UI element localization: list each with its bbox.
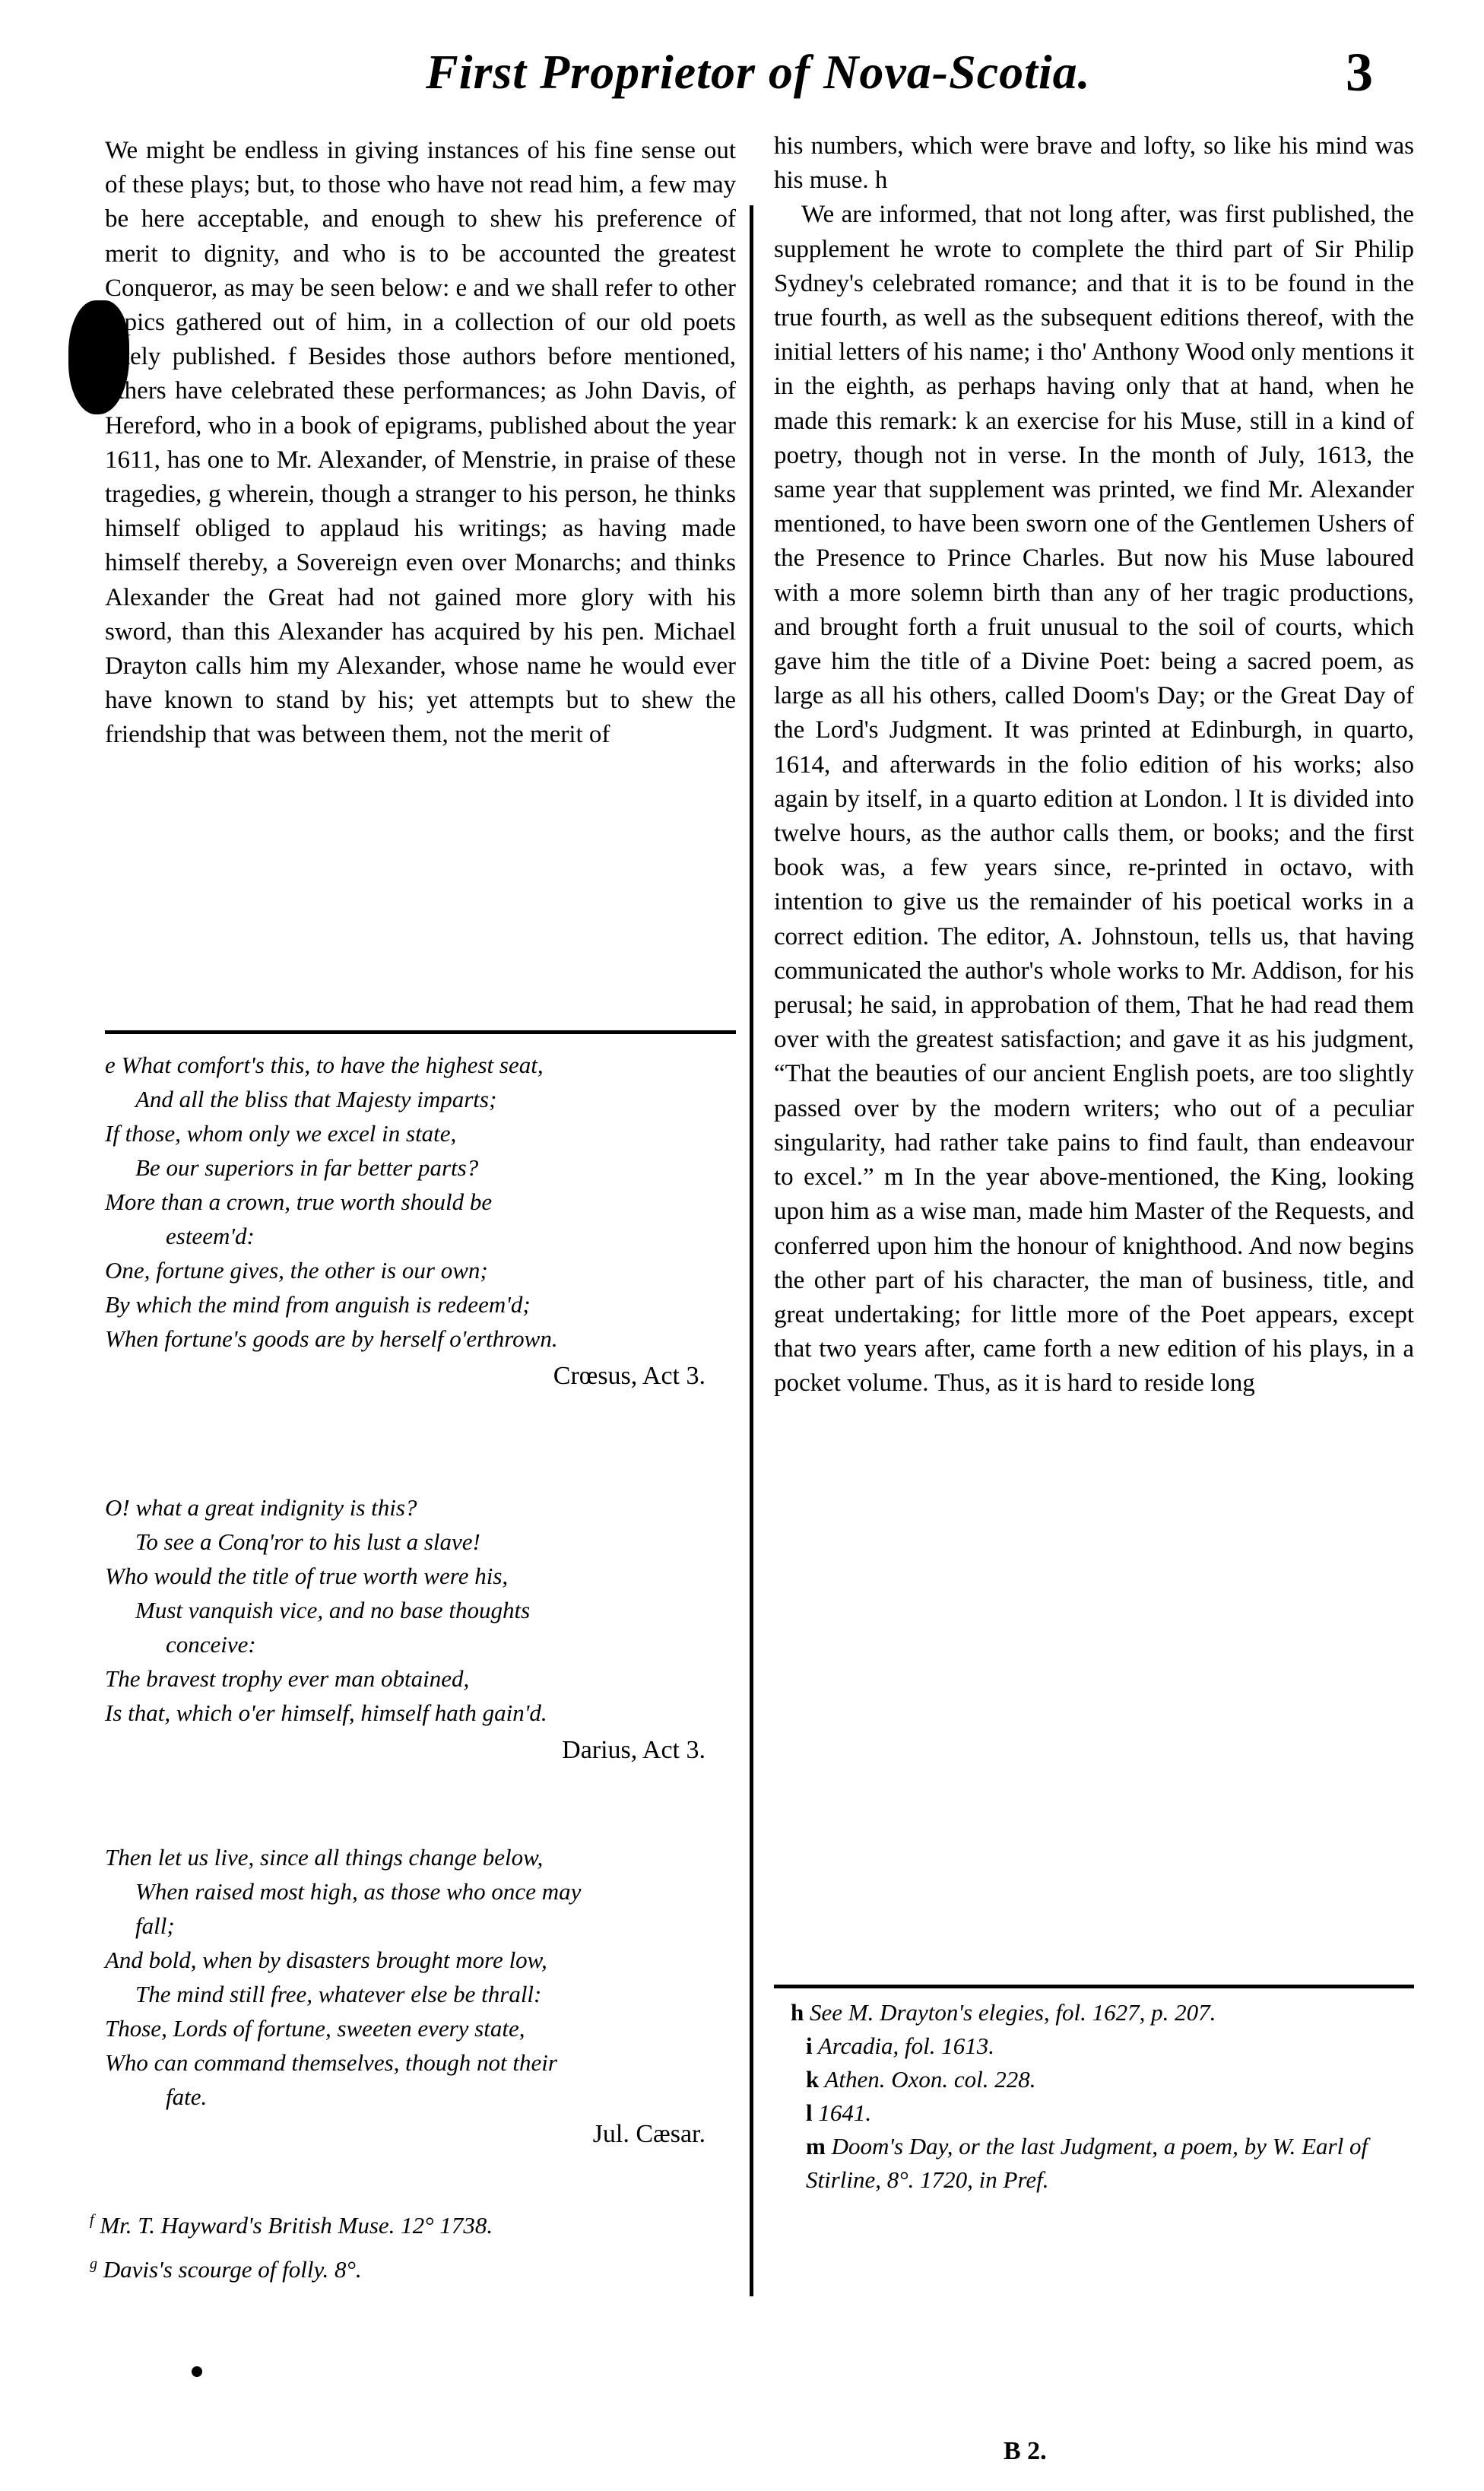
footnote-mark: l	[806, 2099, 813, 2126]
verse-line: Who can command themselves, though not their	[105, 2049, 557, 2076]
verse-line: And all the bliss that Majesty imparts;	[135, 1086, 497, 1112]
verse-line: Then let us live, since all things change below,	[105, 1844, 544, 1871]
footnote-text: 1641.	[818, 2099, 872, 2126]
verse-line: conceive:	[166, 1631, 256, 1658]
footnote-rule-right	[774, 1985, 1414, 1988]
running-header	[0, 30, 1484, 122]
verse-line: Is that, which o'er himself, himself hath gain'd.	[105, 1699, 547, 1726]
signature-mark: B 2.	[1004, 2437, 1047, 2465]
page-title: First Proprietor of Nova-Scotia.	[426, 45, 1091, 99]
verse-line: The mind still free, whatever else be thrall:	[135, 1981, 542, 2007]
footnote	[791, 2063, 1422, 2096]
verse-block	[105, 1490, 736, 1767]
footnote-text: Doom's Day, or the last Judgment, a poem, by W. Earl of Stirline, 8°. 1720, in Pref.	[806, 2133, 1368, 2193]
footnote	[90, 2253, 736, 2286]
page-number: 3	[1346, 42, 1373, 103]
verse-line: By which the mind from anguish is redeem'd;	[105, 1291, 531, 1318]
verse-line: The bravest trophy ever man obtained,	[105, 1665, 470, 1692]
verse-line: esteem'd:	[166, 1223, 255, 1249]
footnote-mark: f	[90, 2211, 94, 2229]
footnote-mark: h	[791, 1999, 804, 2026]
footnote-rule-left	[105, 1030, 736, 1034]
right-paragraph: We are informed, that not long after, was first published, the supplement he wrote to complete the third part of Sir Philip Sydney's celebrated romance; and that it is to be found in the true fourth, as well as the subsequent editions thereof, with the initial letters of his name; i tho' Anthony Wood only mentions it in the eighth, as perhaps having only that at hand, when he made this remark: k an exercise for his Muse, still in a kind of poetry, though not in verse. In the month of July, 1613, the same year that supplement was printed, we find Mr. Alexander mentioned, to have been sworn one of the Gentlemen Ushers of the Presence to Prince Charles. But now his Muse laboured with a more solemn birth than any of her tragic productions, and brought forth a fruit unusual to the soil of courts, which gave him the title of a Divine Poet: being a sacred poem, as large as all his others, called Doom's Day; or the Great Day of the Lord's Judgment. It was printed at Edinburgh, in quarto, 1614, and afterwards in the folio edition of his works; also again by itself, in a quarto edition at London. l It is divided into twelve hours, as the author calls them, or books; and the first book was, a few years since, re-printed in octavo, with intention to give us the remainder of his poetical works in a correct edition. The editor, A. Johnstoun, tells us, that having communicated the author's whole works to Mr. Addison, for his perusal; he said, in approbation of them, That he had read them over with the greatest satisfaction; and gave it as his judgment, “That the beauties of our ancient English poets, are too slightly passed over by the modern writers; who out of a peculiar singularity, had rather take pains to find fault, than endeavour to excel.” m In the year above-mentioned, the King, looking upon him as a wise man, made him Master of the Requests, and conferred upon him the honour of knighthood. And now begins the other part of his character, the man of business, title, and great undertaking; for little more of the Poet appears, except that two years after, came forth a new edition of his plays, in a pocket volume. Thus, as it is hard to reside long	[774, 201, 1414, 1398]
left-paragraph: We might be endless in giving instances of his fine sense out of these plays; but, to those who have not read him, a few may be here acceptable, and enough to shew his preference of merit to dignity, and who is to be accounted the greatest Conqueror, as may be seen below: e and we shall refer to other topics gathered out of him, in a collection of our old poets lately published. f Besides those authors before mentioned, others have celebrated these performances; as John Davis, of Hereford, who in a book of epigrams, published about the year 1611, has one to Mr. Alexander, of Menstrie, in praise of these tragedies, g wherein, though a stranger to his person, he thinks himself obliged to applaud his writings; as having made himself thereby, a Sovereign even over Monarchs; and thinks Alexander the Great had not gained more glory with his sword, than this Alexander has acquired by his pen. Michael Drayton calls him my Alexander, whose name he would ever have known to stand by his; yet attempts but to shew the friendship that was between them, not the merit of	[105, 137, 736, 749]
footnote	[791, 2130, 1422, 2197]
verse-line: Who would the title of true worth were his,	[105, 1563, 509, 1589]
right-column	[774, 129, 1414, 1401]
left-column	[105, 134, 736, 753]
verse-line: Must vanquish vice, and no base thoughts	[135, 1597, 531, 1623]
verse-line: To see a Conq'ror to his lust a slave!	[135, 1528, 480, 1555]
footnotes-right	[791, 1996, 1422, 2197]
bullet-mark	[192, 2366, 202, 2377]
footnote-text: See M. Drayton's elegies, fol. 1627, p. 207.	[810, 1999, 1216, 2026]
verse-line: When raised most high, as those who once may	[135, 1878, 582, 1905]
footnote-text: Mr. T. Hayward's British Muse. 12° 1738.	[100, 2212, 493, 2239]
footnote-text: Athen. Oxon. col. 228.	[824, 2066, 1036, 2093]
footnote-mark: m	[806, 2133, 826, 2159]
verse-line: If those, whom only we excel in state,	[105, 1120, 457, 1147]
footnote-text: Davis's scourge of folly. 8°.	[103, 2256, 362, 2283]
verse-block	[105, 1840, 736, 2151]
verse-line: When fortune's goods are by herself o'erthrown.	[105, 1325, 558, 1352]
verse-line: e What comfort's this, to have the highest seat,	[105, 1052, 544, 1078]
verse-line: Those, Lords of fortune, sweeten every state,	[105, 2015, 525, 2042]
footnotes-left	[90, 2209, 736, 2286]
verse-line: Be our superiors in far better parts?	[135, 1154, 479, 1181]
verse-source: Crœsus, Act 3.	[553, 1362, 706, 1390]
verse-source: Darius, Act 3.	[562, 1736, 706, 1764]
footnote	[791, 2029, 1422, 2063]
verse-line: fate.	[166, 2083, 208, 2110]
footnote-mark: i	[806, 2032, 813, 2059]
verse-line: And bold, when by disasters brought more low,	[105, 1947, 547, 1973]
right-paragraph: his numbers, which were brave and lofty, so like his mind was his muse. h	[774, 132, 1414, 195]
footnote-mark: g	[90, 2255, 97, 2273]
verse-line: fall;	[135, 1912, 175, 1939]
verse-block	[105, 1048, 736, 1393]
footnote-mark: k	[806, 2066, 820, 2093]
footnote	[791, 1996, 1422, 2029]
column-divider	[750, 205, 753, 2296]
footnote-text: Arcadia, fol. 1613.	[817, 2032, 995, 2059]
verse-source: Jul. Cæsar.	[592, 2120, 706, 2148]
verse-line: One, fortune gives, the other is our own;	[105, 1257, 488, 1284]
footnote	[90, 2209, 736, 2242]
footnote	[791, 2096, 1422, 2130]
verse-line: More than a crown, true worth should be	[105, 1188, 493, 1215]
verse-line: O! what a great indignity is this?	[105, 1494, 417, 1521]
